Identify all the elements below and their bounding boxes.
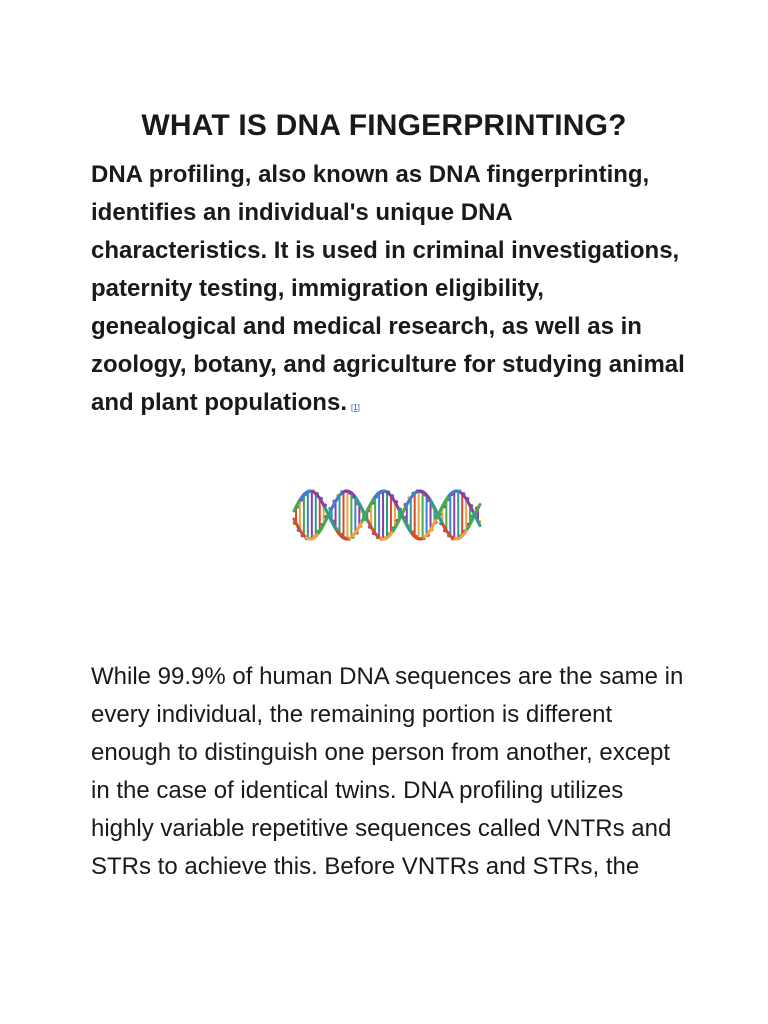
backbone-segment: [478, 523, 480, 526]
dna-helix-image: [292, 470, 482, 560]
page-title: WHAT IS DNA FINGERPRINTING?: [141, 109, 627, 142]
intro-text: DNA profiling, also known as DNA fingerprinting, identifies an individual's unique DNA characteristics. It is used in criminal investigations, paternity testing, immigration eligibility, genealogical and medical research, as well as in zoology, botany, and agriculture for studying animal and plant populations.: [91, 161, 685, 416]
dna-double-helix-icon: [292, 470, 482, 560]
citation-link[interactable]: [1]: [350, 403, 360, 412]
intro-paragraph: [91, 156, 691, 427]
backbone-segment: [478, 504, 480, 507]
body-paragraph: While 99.9% of human DNA sequences are the same in every individual, the remaining portion is different enough to distinguish one person from another, except in the case of identical twins. DNA profiling utilizes highly variable repetitive sequences called VNTRs and STRs to achieve this. Before VNTRs and STRs, the: [91, 663, 684, 880]
